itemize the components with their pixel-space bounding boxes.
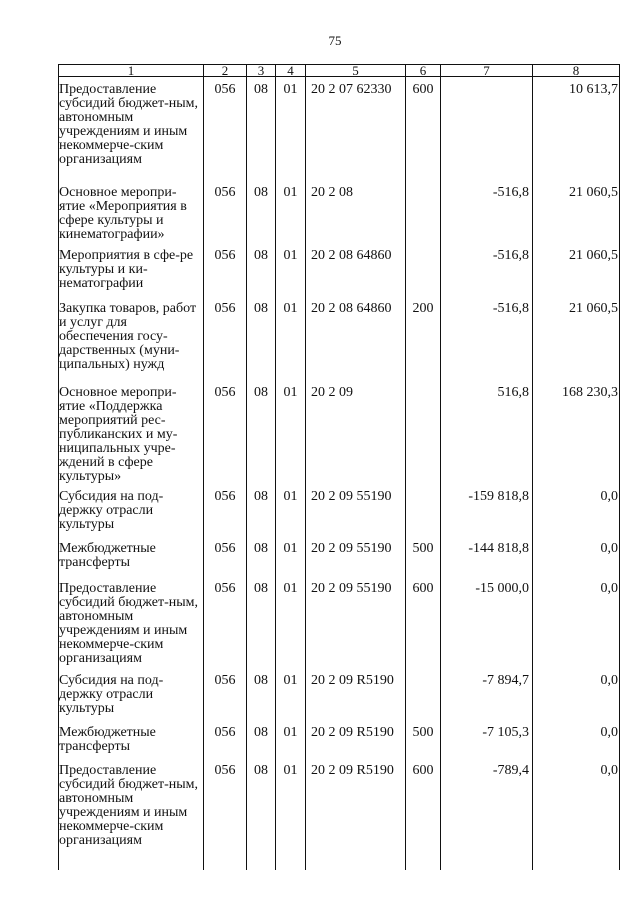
cell-subsection: 01 — [276, 720, 306, 758]
cell-section: 08 — [247, 77, 276, 180]
cell-expense-type — [406, 484, 441, 536]
cell-target-article: 20 2 09 R5190 — [306, 720, 406, 758]
cell-name: Субсидия на под-держку отрасли культуры — [59, 668, 204, 720]
table-row — [59, 296, 620, 380]
cell-section: 08 — [247, 536, 276, 576]
cell-total-amount: 21 060,5 — [533, 296, 620, 380]
cell-expense-type: 500 — [406, 720, 441, 758]
cell-section: 08 — [247, 296, 276, 380]
table-row — [59, 668, 620, 720]
cell-ministry-code: 056 — [204, 536, 247, 576]
header-col-3: 3 — [247, 65, 276, 77]
cell-change-amount: -15 000,0 — [441, 576, 533, 668]
cell-expense-type: 600 — [406, 576, 441, 668]
cell-target-article: 20 2 09 — [306, 380, 406, 484]
cell-ministry-code: 056 — [204, 296, 247, 380]
cell-target-article: 20 2 08 — [306, 180, 406, 243]
cell-target-article: 20 2 08 64860 — [306, 243, 406, 296]
cell-ministry-code: 056 — [204, 180, 247, 243]
table-row — [59, 380, 620, 484]
cell-section: 08 — [247, 180, 276, 243]
cell-section: 08 — [247, 380, 276, 484]
header-col-2: 2 — [204, 65, 247, 77]
cell-change-amount — [441, 77, 533, 180]
header-col-8: 8 — [533, 65, 620, 77]
cell-name: Субсидия на под-держку отрасли культуры — [59, 484, 204, 536]
cell-change-amount: -7 894,7 — [441, 668, 533, 720]
cell-section: 08 — [247, 243, 276, 296]
cell-total-amount: 0,0 — [533, 720, 620, 758]
cell-expense-type — [406, 243, 441, 296]
cell-subsection: 01 — [276, 243, 306, 296]
page-number: 75 — [328, 33, 342, 48]
cell-change-amount: -144 818,8 — [441, 536, 533, 576]
cell-change-amount: -7 105,3 — [441, 720, 533, 758]
cell-subsection: 01 — [276, 536, 306, 576]
budget-table — [58, 64, 620, 870]
cell-section: 08 — [247, 668, 276, 720]
table-row — [59, 536, 620, 576]
cell-target-article: 20 2 09 55190 — [306, 576, 406, 668]
cell-change-amount: -516,8 — [441, 296, 533, 380]
cell-name: Основное меропри-ятие «Мероприятия в сфере культуры и кинематографии» — [59, 180, 204, 243]
cell-subsection: 01 — [276, 758, 306, 870]
cell-name: Предоставление субсидий бюджет-ным, автономным учреждениям и иным некоммерче-ским организациям — [59, 77, 204, 180]
cell-target-article: 20 2 07 62330 — [306, 77, 406, 180]
cell-ministry-code: 056 — [204, 484, 247, 536]
cell-total-amount: 0,0 — [533, 536, 620, 576]
header-row — [59, 65, 620, 77]
cell-ministry-code: 056 — [204, 576, 247, 668]
table-row — [59, 180, 620, 243]
cell-subsection: 01 — [276, 77, 306, 180]
cell-subsection: 01 — [276, 296, 306, 380]
cell-expense-type: 600 — [406, 77, 441, 180]
cell-name: Межбюджетные трансферты — [59, 720, 204, 758]
cell-section: 08 — [247, 720, 276, 758]
header-col-6: 6 — [406, 65, 441, 77]
cell-section: 08 — [247, 576, 276, 668]
cell-change-amount: -159 818,8 — [441, 484, 533, 536]
cell-name: Основное меропри-ятие «Поддержка мероприятий рес-публиканских и му-ниципальных учре-ждений в сфере культуры» — [59, 380, 204, 484]
cell-section: 08 — [247, 758, 276, 870]
cell-total-amount: 21 060,5 — [533, 180, 620, 243]
cell-name: Предоставление субсидий бюджет-ным, автономным учреждениям и иным некоммерче-ским организациям — [59, 758, 204, 870]
cell-total-amount: 0,0 — [533, 668, 620, 720]
cell-target-article: 20 2 09 R5190 — [306, 758, 406, 870]
cell-target-article: 20 2 09 R5190 — [306, 668, 406, 720]
cell-change-amount: -516,8 — [441, 243, 533, 296]
header-col-4: 4 — [276, 65, 306, 77]
cell-target-article: 20 2 08 64860 — [306, 296, 406, 380]
header-col-7: 7 — [441, 65, 533, 77]
header-col-5: 5 — [306, 65, 406, 77]
cell-ministry-code: 056 — [204, 380, 247, 484]
cell-ministry-code: 056 — [204, 758, 247, 870]
table-row — [59, 576, 620, 668]
cell-subsection: 01 — [276, 180, 306, 243]
cell-expense-type: 600 — [406, 758, 441, 870]
header-col-1: 1 — [59, 65, 204, 77]
cell-target-article: 20 2 09 55190 — [306, 484, 406, 536]
table-row — [59, 77, 620, 180]
cell-total-amount: 10 613,7 — [533, 77, 620, 180]
table-row — [59, 758, 620, 870]
cell-expense-type — [406, 668, 441, 720]
cell-subsection: 01 — [276, 668, 306, 720]
cell-expense-type: 500 — [406, 536, 441, 576]
cell-total-amount: 0,0 — [533, 758, 620, 870]
cell-expense-type — [406, 380, 441, 484]
cell-ministry-code: 056 — [204, 77, 247, 180]
table-row — [59, 720, 620, 758]
cell-total-amount: 21 060,5 — [533, 243, 620, 296]
cell-name: Межбюджетные трансферты — [59, 536, 204, 576]
table-row — [59, 484, 620, 536]
cell-total-amount: 0,0 — [533, 576, 620, 668]
cell-change-amount: -516,8 — [441, 180, 533, 243]
cell-ministry-code: 056 — [204, 243, 247, 296]
cell-name: Предоставление субсидий бюджет-ным, автономным учреждениям и иным некоммерче-ским организациям — [59, 576, 204, 668]
cell-name: Закупка товаров, работ и услуг для обеспечения госу-дарственных (муни-ципальных) нужд — [59, 296, 204, 380]
table-row — [59, 243, 620, 296]
cell-expense-type — [406, 180, 441, 243]
cell-target-article: 20 2 09 55190 — [306, 536, 406, 576]
cell-ministry-code: 056 — [204, 720, 247, 758]
cell-expense-type: 200 — [406, 296, 441, 380]
cell-change-amount: 516,8 — [441, 380, 533, 484]
cell-change-amount: -789,4 — [441, 758, 533, 870]
cell-subsection: 01 — [276, 484, 306, 536]
cell-section: 08 — [247, 484, 276, 536]
cell-name: Мероприятия в сфе-ре культуры и ки-нематографии — [59, 243, 204, 296]
cell-subsection: 01 — [276, 380, 306, 484]
cell-total-amount: 0,0 — [533, 484, 620, 536]
cell-ministry-code: 056 — [204, 668, 247, 720]
cell-total-amount: 168 230,3 — [533, 380, 620, 484]
cell-subsection: 01 — [276, 576, 306, 668]
